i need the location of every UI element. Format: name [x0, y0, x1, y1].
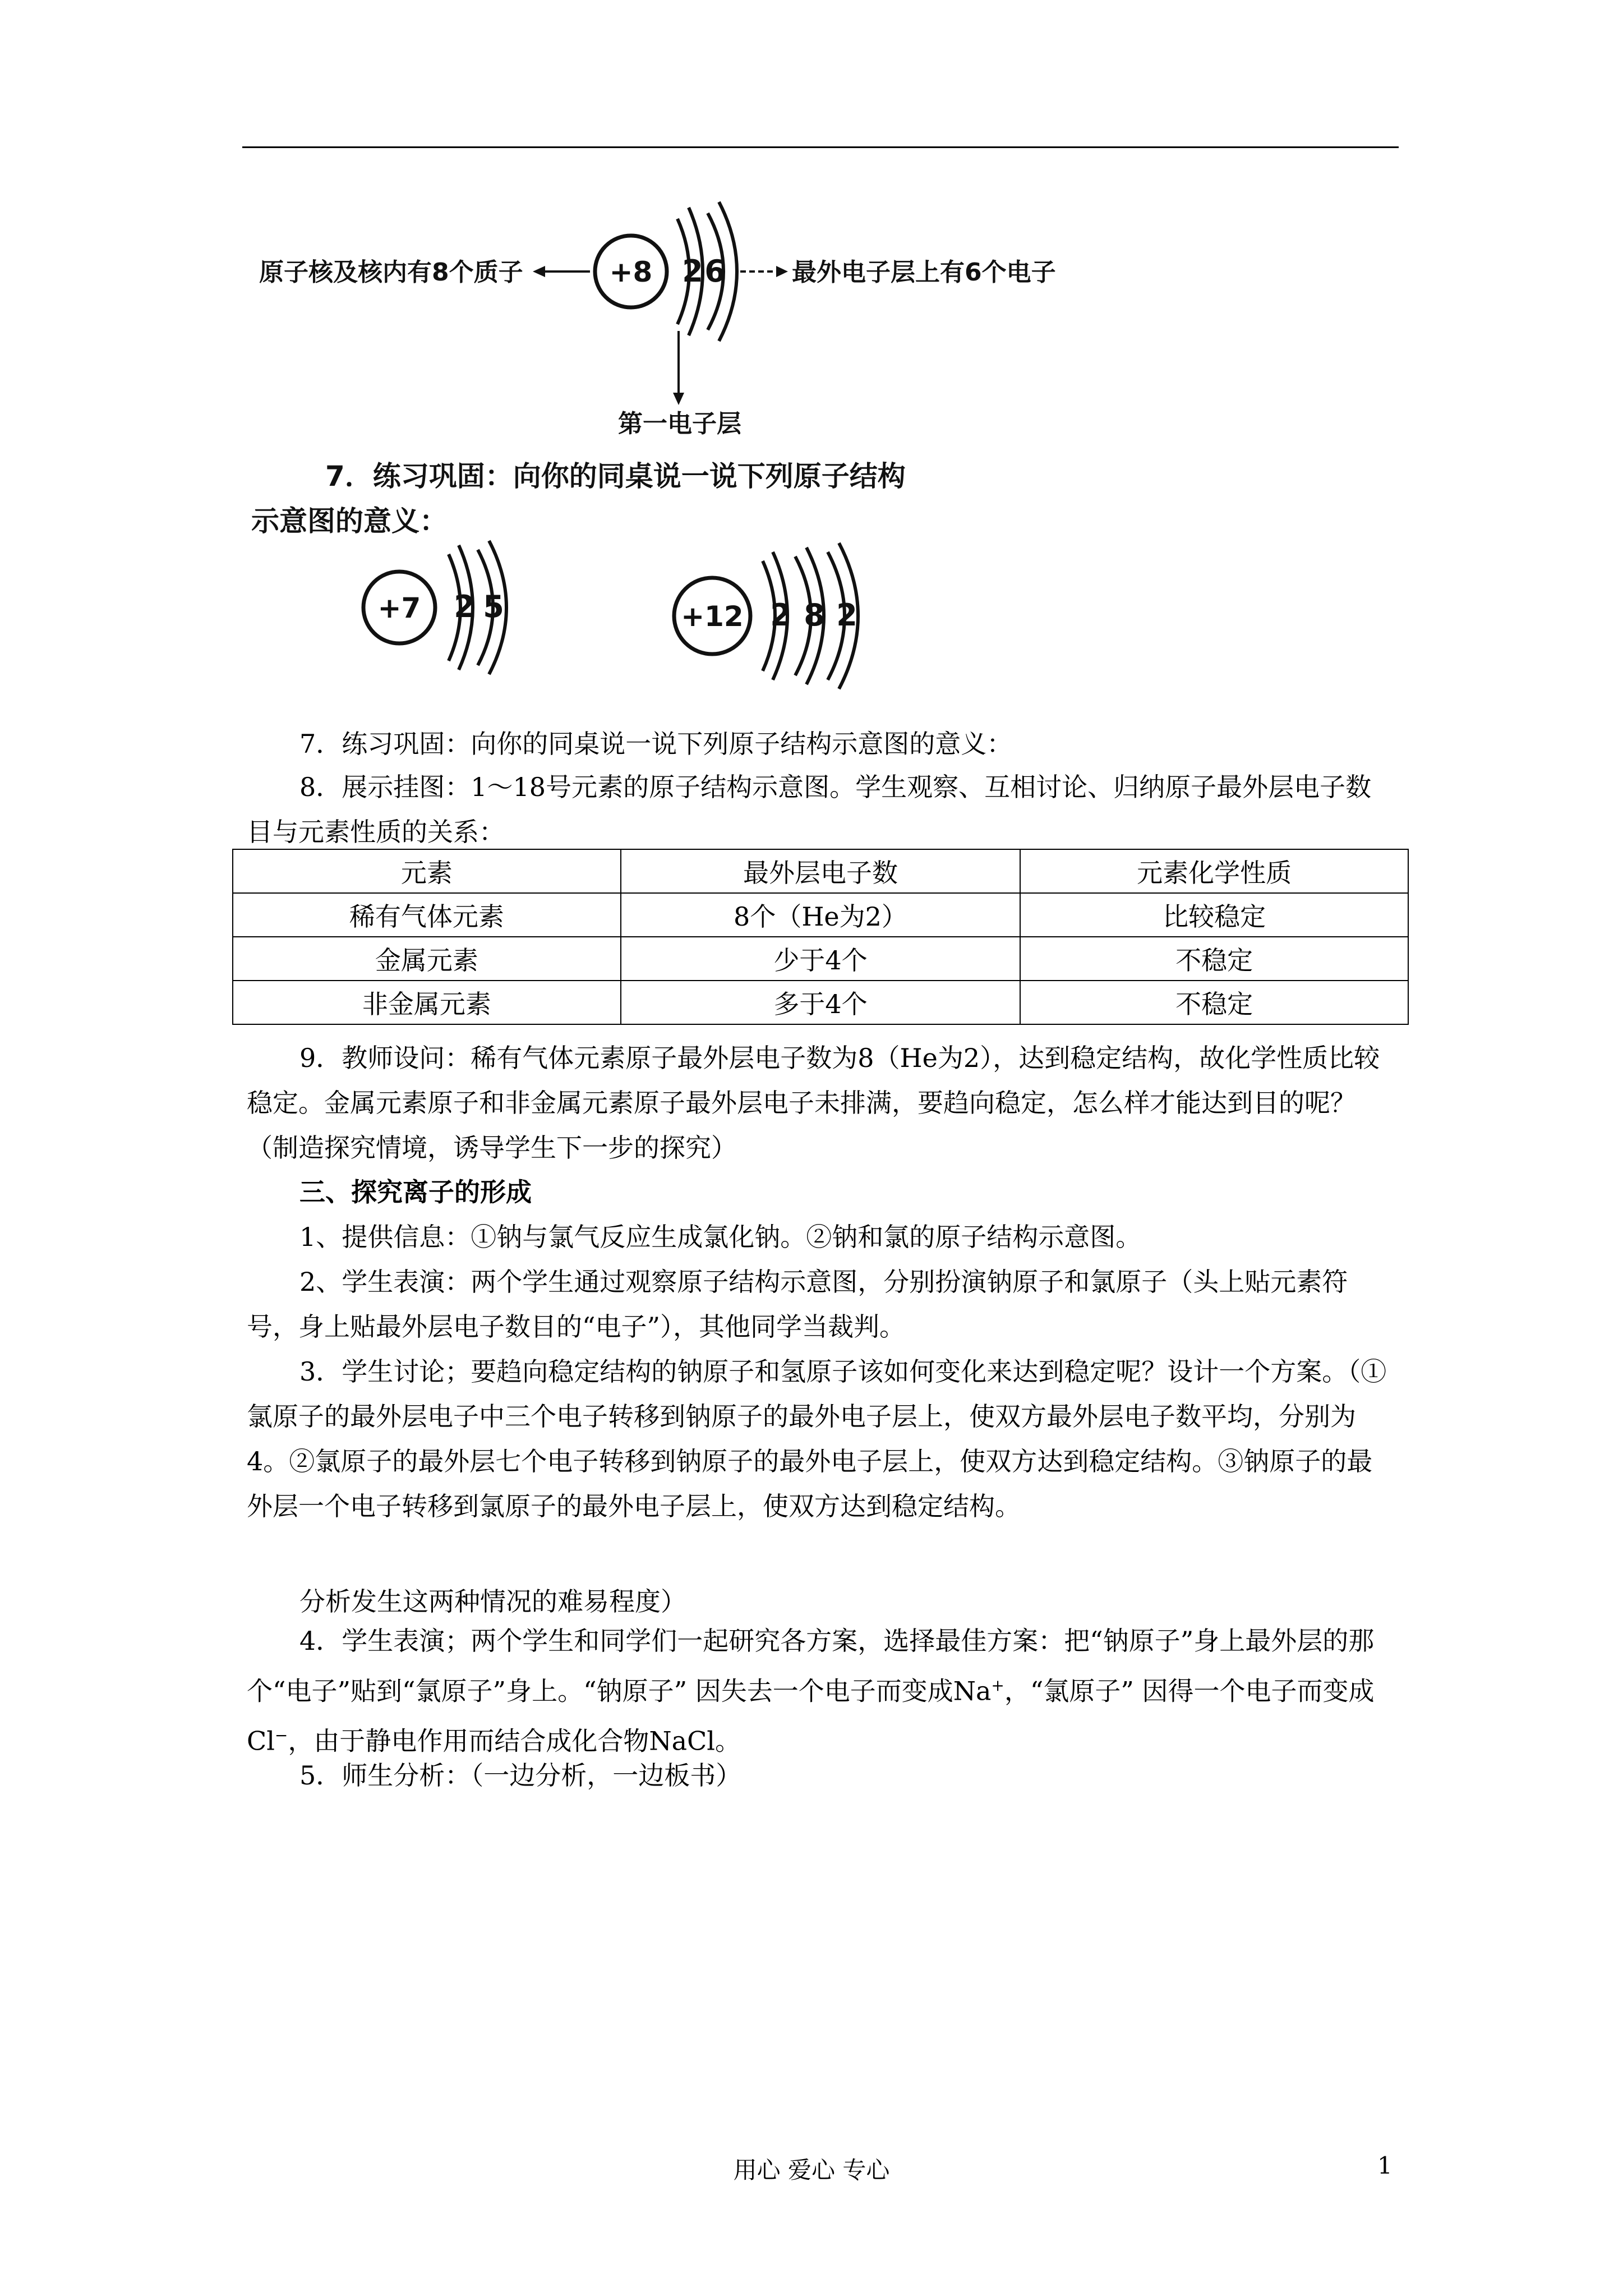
table-row: [233, 937, 1408, 981]
table-header-cell: 最外层电子数: [621, 849, 1021, 893]
footer-motto: 用心 爱心 专心: [733, 2156, 890, 2184]
table-row: [233, 981, 1408, 1024]
outer-shell-label: 最外电子层上有6个电子: [792, 258, 1056, 287]
atom-diagrams: [0, 0, 1623, 701]
table-cell: 多于4个: [621, 981, 1021, 1024]
nitrogen-atom-diagram: [363, 541, 506, 674]
table-header-row: [233, 849, 1408, 893]
table-cell: 8个（He为2）: [621, 893, 1021, 937]
mg-shell-2-electrons: 8: [804, 597, 825, 633]
step-4: [247, 1618, 1396, 1764]
page-number: 1: [1377, 2152, 1393, 2179]
left-arrow-head: [533, 266, 545, 277]
table-cell: 不稳定: [1020, 981, 1408, 1024]
chloride-ion-symbol: Cl: [247, 1726, 275, 1756]
table-cell: 不稳定: [1020, 937, 1408, 981]
table-header-cell: 元素: [233, 849, 621, 893]
table-header-cell: 元素化学性质: [1020, 849, 1408, 893]
paragraph-7: 7．练习巩固：向你的同桌说一说下列原子结构示意图的意义：: [299, 729, 1013, 759]
chloride-ion-charge: −: [274, 1726, 288, 1745]
table-row: [233, 893, 1408, 937]
table-cell: 比较稳定: [1020, 893, 1408, 937]
n-shell-1-electrons: 2: [454, 589, 475, 624]
step-2: 2、学生表演：两个学生通过观察原子结构示意图，分别扮演钠原子和氯原子（头上贴元素符号，身上贴最外层电子数目的“电子”），其他同学当裁判。: [247, 1267, 1348, 1342]
paragraph-8: 8．展示挂图：1～18号元素的原子结构示意图。学生观察、互相讨论、归纳原子最外层电子数目与元素性质的关系：: [247, 772, 1372, 847]
nucleus-charge: +8: [609, 256, 653, 288]
step-3-note: 分析发生这两种情况的难易程度）: [299, 1586, 686, 1617]
oxygen-atom-diagram: [259, 202, 1056, 438]
section-heading-3: 三、探究离子的形成: [299, 1177, 532, 1207]
exercise-title-line1: 7．练习巩固：向你的同桌说一说下列原子结构: [325, 460, 906, 493]
shell-2-electrons: 6: [704, 254, 726, 289]
n-nucleus-charge: +7: [377, 592, 421, 624]
n-shell-2-electrons: 5: [483, 589, 504, 624]
step-4-text-1: 4．学生表演；两个学生和同学们一起研究各方案，选择最佳方案：把“钠原子”身上最外层的那个“电子”贴到“氯原子”身上。“钠原子” 因失去一个电子而变成: [247, 1626, 1375, 1706]
nucleus-label: 原子核及核内有8个质子: [259, 258, 523, 287]
mg-nucleus-charge: +12: [681, 600, 744, 633]
shell-1-electrons: 2: [682, 254, 703, 289]
sodium-ion-charge: +: [991, 1676, 1004, 1695]
first-shell-label: 第一电子层: [618, 409, 741, 438]
right-arrow-head: [776, 266, 788, 277]
step-5: 5．师生分析：（一边分析，一边板书）: [299, 1760, 742, 1791]
step-3: 3．学生讨论；要趋向稳定结构的钠原子和氢原子该如何变化来达到稳定呢？设计一个方案。（①氯原子的最外层电子中三个电子转移到钠原子的最外电子层上，使双方最外层电子数平均，分别为4。②氯原子的最外层七个电子转移到钠原子的最外电子层上，使双方达到稳定结构。③钠原子的最外层一个电子转移到氯原子的最外电子层上，使双方达到稳定结构。: [247, 1356, 1387, 1521]
table-cell: 金属元素: [233, 937, 621, 981]
table-cell: 稀有气体元素: [233, 893, 621, 937]
paragraph-9: 9．教师设问：稀有气体元素原子最外层电子数为8（He为2），达到稳定结构，故化学性质比较稳定。金属元素原子和非金属元素原子最外层电子未排满，要趋向稳定，怎么样才能达到目的呢？（制造探究情境，诱导学生下一步的探究）: [247, 1043, 1380, 1163]
magnesium-atom-diagram: [674, 543, 858, 689]
table-cell: 少于4个: [621, 937, 1021, 981]
down-arrow-head: [673, 393, 684, 405]
step-1: 1、提供信息：①钠与氯气反应生成氯化钠。②钠和氯的原子结构示意图。: [299, 1222, 1142, 1252]
sodium-ion-symbol: Na: [953, 1676, 992, 1706]
mg-shell-3-electrons: 2: [836, 597, 857, 633]
step-4-text-2: ，“氯原子” 因得一个电子而变成: [1004, 1676, 1375, 1706]
exercise-title-line2: 示意图的意义：: [251, 505, 448, 537]
mg-shell-1-electrons: 2: [770, 597, 791, 633]
element-properties-table: [232, 849, 1409, 1025]
step-4-text-3: ，由于静电作用而结合成化合物NaCl。: [288, 1726, 741, 1756]
table-cell: 非金属元素: [233, 981, 621, 1024]
